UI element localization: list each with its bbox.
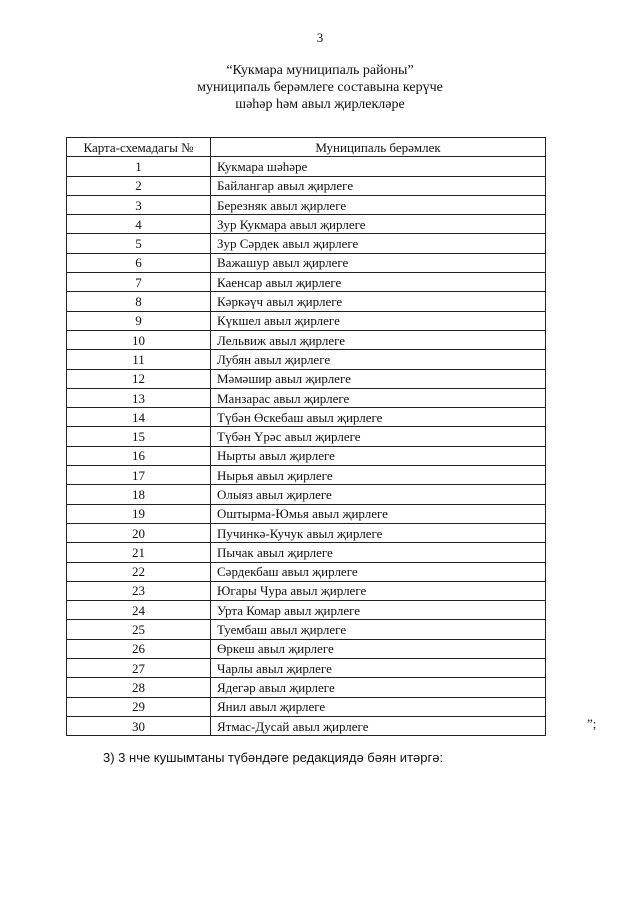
map-number-cell: 9 [67,311,211,330]
table-row [67,215,546,234]
municipality-name-cell: Лельвиж авыл җирлеге [211,330,546,349]
map-number-cell: 23 [67,581,211,600]
map-number-cell: 7 [67,273,211,292]
municipality-name-cell: Каенсар авыл җирлеге [211,273,546,292]
municipality-name-cell: Зур Сәрдек авыл җирлеге [211,234,546,253]
municipality-name-cell: Түбән Өскебаш авыл җирлеге [211,408,546,427]
table-row [67,195,546,214]
municipality-name-cell: Нырья авыл җирлеге [211,466,546,485]
map-number-cell: 28 [67,678,211,697]
map-number-cell: 24 [67,601,211,620]
municipality-name-cell: Ядегәр авыл җирлеге [211,678,546,697]
municipality-name-cell: Нырты авыл җирлеге [211,446,546,465]
municipality-name-cell: Важашур авыл җирлеге [211,253,546,272]
map-number-cell: 14 [67,408,211,427]
table-row [67,369,546,388]
municipality-name-cell: Пучинкә-Кучук авыл җирлеге [211,523,546,542]
municipality-name-cell: Күкшел авыл җирлеге [211,311,546,330]
closing-quote: ”; [587,716,597,731]
map-number-cell: 4 [67,215,211,234]
map-number-cell: 10 [67,330,211,349]
table-row [67,311,546,330]
municipality-name-cell: Югары Чура авыл җирлеге [211,581,546,600]
table-row [67,292,546,311]
heading-line-3: шәһәр һәм авыл җирлекләре [235,97,405,112]
map-number-cell: 25 [67,620,211,639]
map-number-cell: 15 [67,427,211,446]
table-row [67,427,546,446]
map-number-cell: 18 [67,485,211,504]
municipality-name-cell: Сәрдекбаш авыл җирлеге [211,562,546,581]
table-row [67,253,546,272]
map-number-cell: 13 [67,388,211,407]
table-row [67,678,546,697]
map-number-cell: 21 [67,543,211,562]
map-number-cell: 1 [67,157,211,176]
table-row [67,581,546,600]
table-row [67,697,546,716]
map-number-cell: 11 [67,350,211,369]
heading-line-2: муниципаль берәмлеге составына керүче [197,80,443,95]
map-number-cell: 26 [67,639,211,658]
municipality-name-cell: Янил авыл җирлеге [211,697,546,716]
table-row [67,388,546,407]
page-number: 3 [316,30,324,45]
map-number-cell: 19 [67,504,211,523]
table-row [67,466,546,485]
municipality-name-cell: Манзарас авыл җирлеге [211,388,546,407]
heading-line-1: “Кукмара муниципаль районы” [226,63,414,78]
instruction-text: 3) 3 нче кушымтаны түбәндәге редакциядә бәян итәргә: [103,750,444,765]
table-row [67,157,546,176]
municipality-name-cell: Олыяз авыл җирлеге [211,485,546,504]
table-row [67,601,546,620]
table-row [67,273,546,292]
table-row [67,350,546,369]
table-row [67,446,546,465]
municipality-name-cell: Мәмәшир авыл җирлеге [211,369,546,388]
municipality-name-cell: Түбән Үрәс авыл җирлеге [211,427,546,446]
map-number-cell: 27 [67,659,211,678]
table-row [67,716,546,735]
table-row [67,639,546,658]
table-row [67,176,546,195]
municipality-name-cell: Березняк авыл җирлеге [211,195,546,214]
municipality-name-cell: Байлангар авыл җирлеге [211,176,546,195]
map-number-cell: 17 [67,466,211,485]
municipality-name-cell: Чарлы авыл җирлеге [211,659,546,678]
document-heading [0,62,640,113]
municipality-name-cell: Өркеш авыл җирлеге [211,639,546,658]
table-row [67,408,546,427]
municipality-name-cell: Урта Комар авыл җирлеге [211,601,546,620]
map-number-cell: 22 [67,562,211,581]
map-number-cell: 20 [67,523,211,542]
municipality-name-cell: Туембаш авыл җирлеге [211,620,546,639]
municipality-name-cell: Кукмара шәһәре [211,157,546,176]
table-row [67,620,546,639]
table-row [67,659,546,678]
map-number-cell: 3 [67,195,211,214]
table-row [67,543,546,562]
column-header-map-number: Карта-схемадагы № [67,138,211,157]
map-number-cell: 5 [67,234,211,253]
municipality-name-cell: Кәркәүч авыл җирлеге [211,292,546,311]
municipality-name-cell: Ятмас-Дусай авыл җирлеге [211,716,546,735]
table-row [67,330,546,349]
map-number-cell: 2 [67,176,211,195]
table-row [67,485,546,504]
map-number-cell: 12 [67,369,211,388]
map-number-cell: 30 [67,716,211,735]
table-row [67,562,546,581]
table-header-row [67,138,546,157]
municipality-name-cell: Пычак авыл җирлеге [211,543,546,562]
table-row [67,504,546,523]
municipality-name-cell: Лубян авыл җирлеге [211,350,546,369]
map-number-cell: 29 [67,697,211,716]
municipality-name-cell: Оштырма-Юмья авыл җирлеге [211,504,546,523]
map-number-cell: 8 [67,292,211,311]
map-number-cell: 6 [67,253,211,272]
municipality-table [66,137,546,736]
table-row [67,523,546,542]
column-header-municipality: Муниципаль берәмлек [211,138,546,157]
map-number-cell: 16 [67,446,211,465]
municipality-name-cell: Зур Кукмара авыл җирлеге [211,215,546,234]
table-row [67,234,546,253]
